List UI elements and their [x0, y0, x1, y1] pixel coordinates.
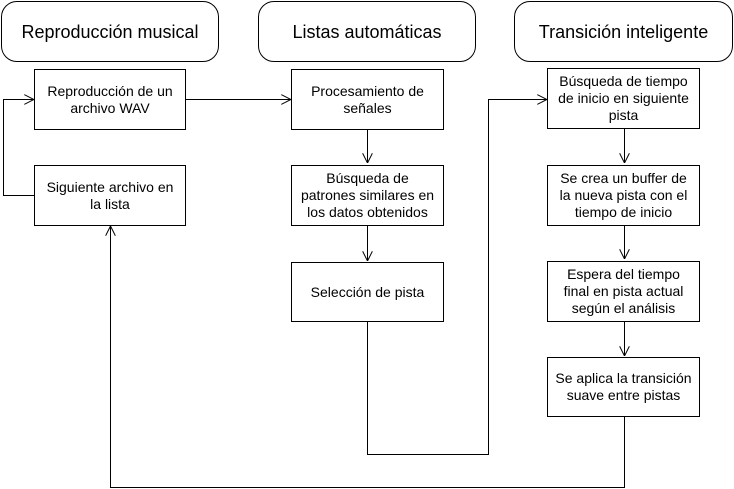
box-start-time-search: Búsqueda de tiempo de inicio en siguiente pista — [547, 68, 700, 129]
box-apply-transition: Se aplica la transición suave entre pistas — [547, 357, 700, 417]
box-wait-end-time: Espera del tiempo final en pista actual según el análisis — [547, 261, 700, 322]
header-smart-transition: Transición inteligente — [514, 1, 733, 62]
box-play-wav: Reproducción de un archivo WAV — [34, 69, 186, 130]
edge-next-to-play — [4, 100, 35, 196]
box-buffer-creation: Se crea un buffer de la nueva pista con el tiempo de inicio — [547, 165, 700, 226]
header-automatic-playlists: Listas automáticas — [258, 1, 476, 62]
box-next-file: Siguiente archivo en la lista — [34, 165, 186, 226]
box-pattern-search: Búsqueda de patrones similares en los datos obtenidos — [291, 165, 444, 226]
box-signal-processing: Procesamiento de señales — [291, 69, 444, 130]
box-track-selection: Selección de pista — [291, 262, 444, 322]
header-music-playback: Reproducción musical — [1, 1, 219, 62]
